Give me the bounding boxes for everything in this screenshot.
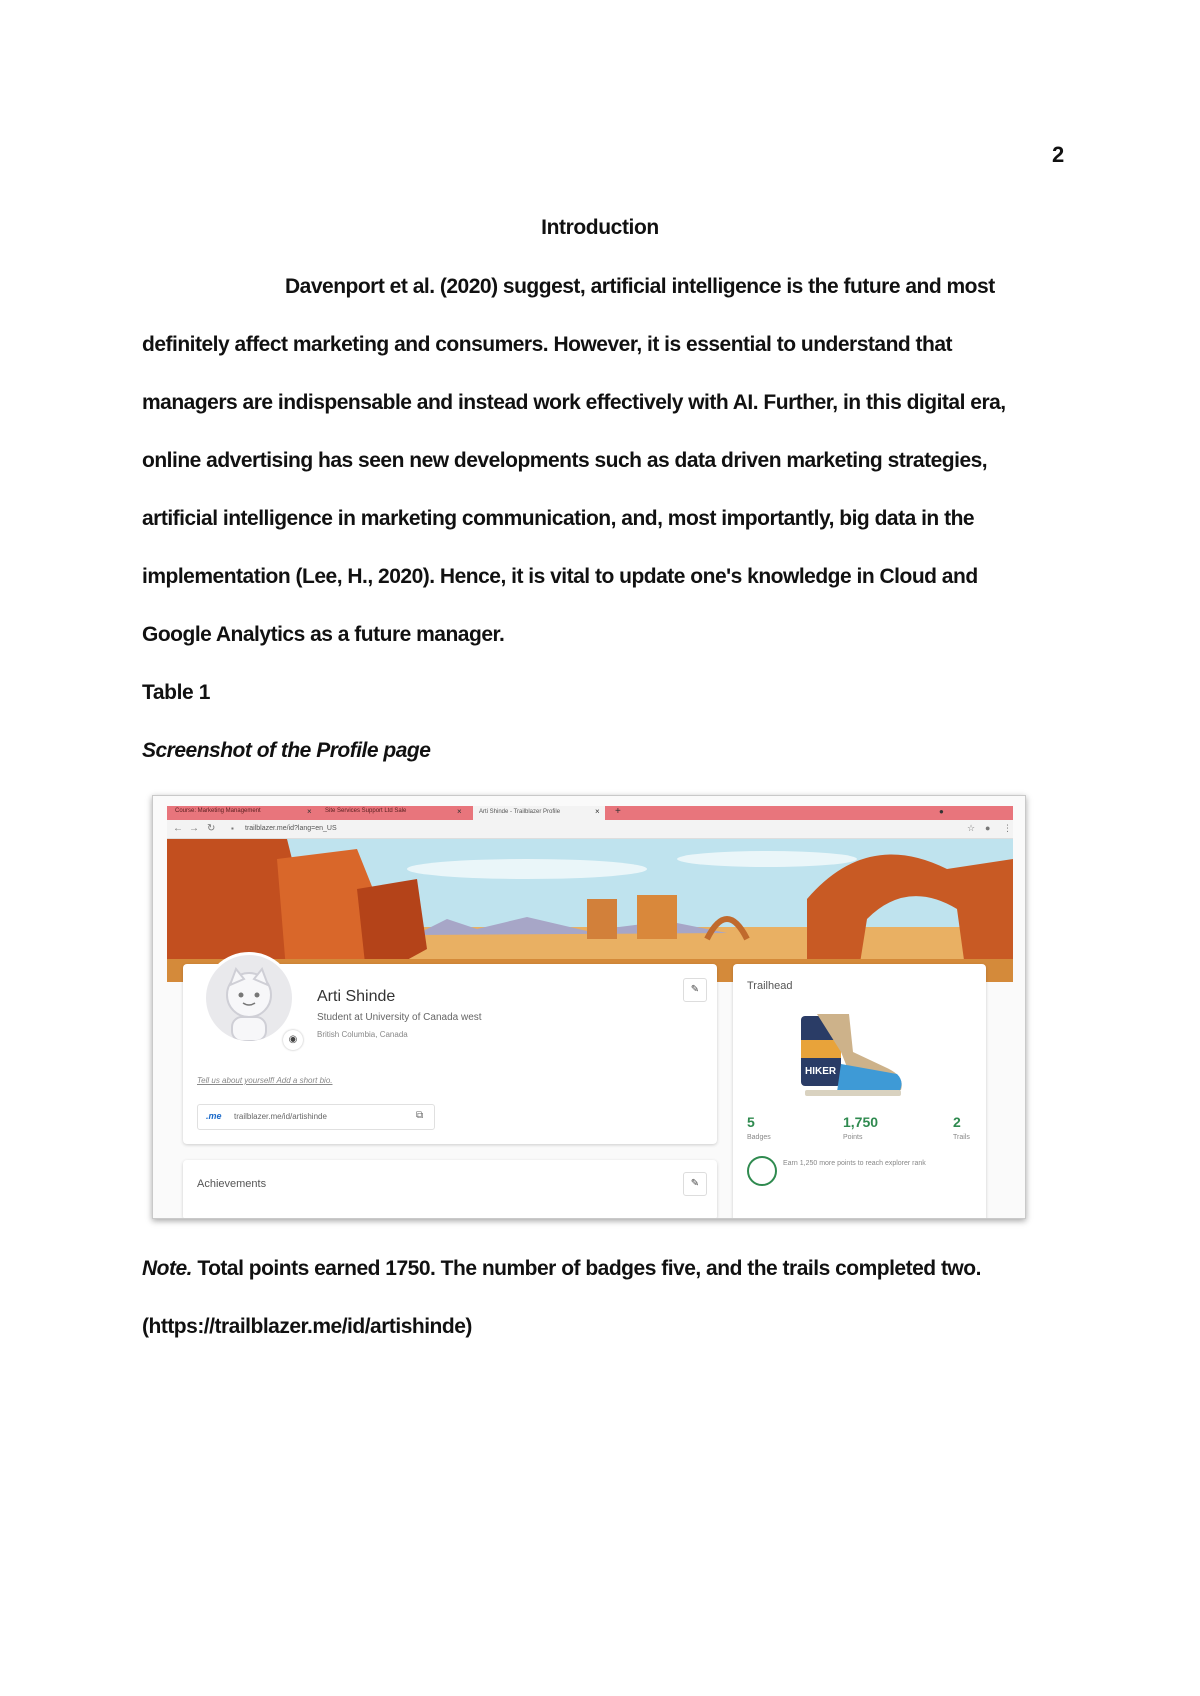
close-icon[interactable]: ×	[307, 807, 312, 816]
paragraph-line: Davenport et al. (2020) suggest, artificial intelligence is the future and most	[285, 275, 995, 298]
trails-label: Trails	[953, 1134, 970, 1141]
camera-icon[interactable]: ◉	[283, 1030, 303, 1050]
points-label: Points	[843, 1134, 863, 1141]
points-count: 1,750	[843, 1114, 879, 1130]
trailhead-title: Trailhead	[747, 980, 793, 992]
lock-icon: ▪	[231, 824, 234, 833]
rank-progress-icon	[747, 1156, 777, 1186]
profile-circle-icon[interactable]: ●	[939, 807, 944, 816]
badges-count: 5	[747, 1114, 755, 1130]
new-tab-icon[interactable]: +	[615, 806, 621, 817]
edit-profile-button[interactable]	[683, 978, 707, 1002]
hiker-boot-icon	[797, 1012, 907, 1098]
table-label: Table 1	[142, 681, 211, 704]
paragraph-line: definitely affect marketing and consumers. However, it is essential to understand that	[142, 333, 953, 356]
me-url-text: trailblazer.me/id/artishinde	[234, 1112, 327, 1121]
profile-screenshot	[152, 795, 1026, 1219]
achievements-card	[183, 1160, 717, 1219]
paragraph-line: implementation (Lee, H., 2020). Hence, it is vital to update one's knowledge in Cloud and	[142, 565, 978, 588]
section-heading: Introduction	[541, 216, 659, 239]
close-icon[interactable]: ×	[457, 807, 462, 816]
me-logo: .me	[206, 1111, 222, 1121]
desert-banner	[167, 839, 1013, 982]
profile-card	[183, 964, 717, 1144]
paragraph-line: managers are indispensable and instead work effectively with AI. Further, in this digital era,	[142, 391, 1006, 414]
page-number: 2	[1052, 142, 1065, 167]
profile-name: Arti Shinde	[317, 988, 396, 1005]
browser-tab-bar	[167, 806, 1013, 820]
url-text[interactable]: trailblazer.me/id?lang=en_US	[245, 825, 337, 832]
edit-achievements-button[interactable]	[683, 1172, 707, 1196]
note-label: Note.	[142, 1257, 192, 1280]
account-icon[interactable]: ●	[985, 823, 991, 833]
achievements-title: Achievements	[197, 1178, 267, 1190]
rank-label: HIKER	[805, 1066, 837, 1077]
pencil-icon: ✎	[690, 984, 700, 995]
address-bar	[167, 820, 1013, 839]
profile-subtitle: Student at University of Canada west	[317, 1012, 482, 1023]
paragraph-line: artificial intelligence in marketing communication, and, most importantly, big data in the	[142, 507, 975, 530]
browser-tab-active[interactable]: Arti Shinde - Trailblazer Profile	[473, 806, 605, 820]
copy-icon[interactable]: ⧉	[416, 1110, 424, 1121]
back-icon[interactable]: ←	[173, 823, 183, 834]
astro-avatar-icon	[206, 955, 292, 1041]
note-text: Total points earned 1750. The number of badges five, and the trails completed two.	[192, 1257, 981, 1280]
rank-progress-text: Earn 1,250 more points to reach explorer rank	[783, 1160, 926, 1167]
avatar[interactable]	[203, 952, 295, 1044]
browser-tab[interactable]: Course: Marketing Management	[175, 808, 261, 814]
menu-icon[interactable]: ⋮	[1003, 823, 1012, 833]
paragraph-line: Google Analytics as a future manager.	[142, 623, 505, 646]
table-title: Screenshot of the Profile page	[142, 739, 431, 762]
note-line	[142, 1257, 981, 1281]
forward-icon[interactable]: →	[189, 823, 199, 834]
profile-location: British Columbia, Canada	[317, 1030, 408, 1039]
browser-tab[interactable]: Site Services Support Ltd Sale	[325, 808, 407, 814]
pencil-icon: ✎	[690, 1178, 700, 1189]
add-bio-link[interactable]: Tell us about yourself! Add a short bio.	[197, 1076, 333, 1085]
desert-illustration	[167, 839, 1013, 982]
me-url-field[interactable]	[197, 1104, 435, 1130]
paragraph-line: online advertising has seen new developments such as data driven marketing strategies,	[142, 449, 988, 472]
note-url: (https://trailblazer.me/id/artishinde)	[142, 1315, 472, 1338]
trails-count: 2	[953, 1114, 961, 1130]
badges-label: Badges	[747, 1134, 771, 1141]
trailhead-card	[733, 964, 986, 1219]
star-icon[interactable]: ☆	[967, 823, 976, 833]
close-icon[interactable]: ×	[595, 807, 600, 816]
reload-icon[interactable]: ↻	[207, 823, 216, 834]
